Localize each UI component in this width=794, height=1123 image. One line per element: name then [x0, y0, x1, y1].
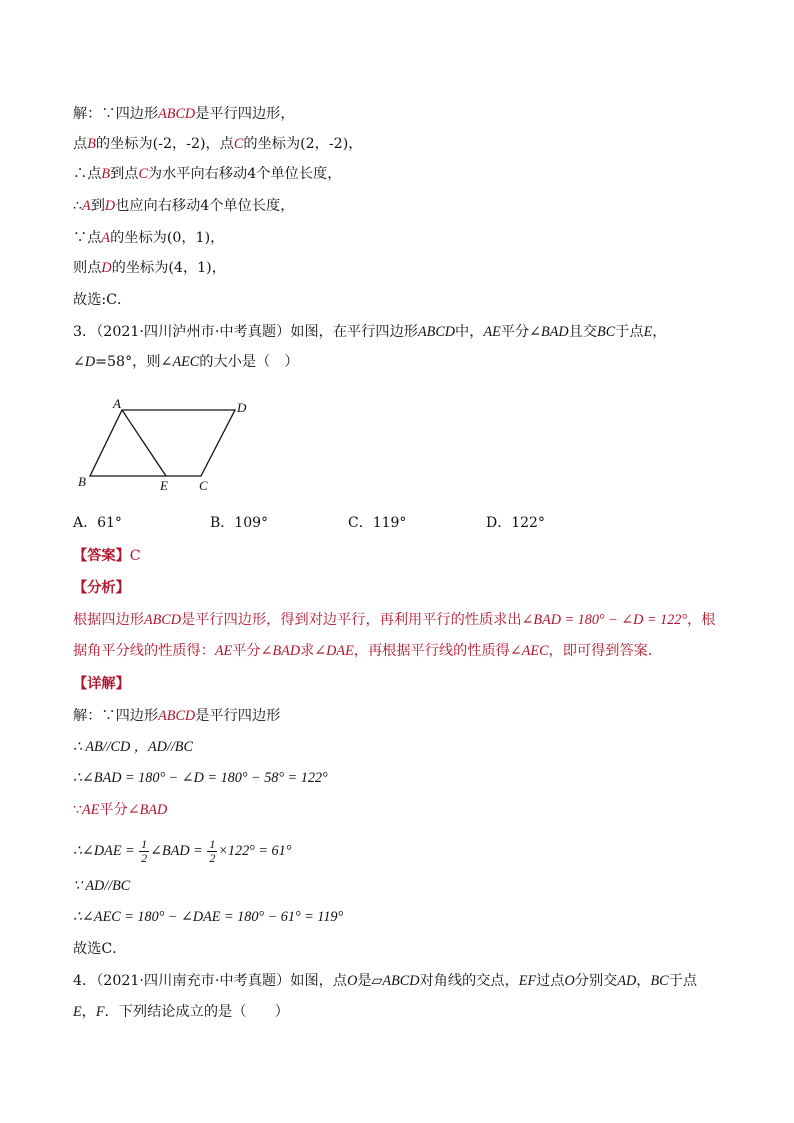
answer-line: [73, 546, 141, 566]
text: 于点: [668, 973, 698, 989]
option-a: A．61°: [73, 515, 122, 531]
text: 平分∠: [500, 324, 542, 340]
numerator: 1: [141, 837, 148, 851]
text: 对角线的交点，: [419, 973, 519, 989]
text: 的坐标为(0，1)，: [110, 230, 225, 246]
var: O: [347, 973, 358, 989]
text: 且交: [568, 324, 598, 340]
q2-solution-line-5: [73, 228, 224, 248]
var: ABCD: [143, 612, 181, 628]
text: 3．（2021·四川泸州市·中考真题）如图，在平行四边形: [73, 324, 418, 340]
text: 是平行四边形: [195, 708, 281, 724]
var: AD: [617, 973, 637, 989]
text: ，即可得到答案．: [548, 643, 663, 659]
text: 解：∵四边形: [73, 106, 159, 122]
text: 的坐标为(-2，-2)，点: [95, 136, 234, 152]
label-a: A: [113, 396, 121, 411]
var: C: [233, 136, 244, 152]
var: AE: [214, 643, 233, 659]
option-c: C．119°: [348, 515, 407, 531]
var: B: [101, 166, 111, 182]
var: AEC: [172, 354, 200, 370]
var: D: [101, 260, 112, 276]
q2-solution-line-6: [73, 258, 226, 278]
text: ×122° = 61°: [218, 842, 292, 859]
q4-stem-line-1: [73, 971, 697, 991]
label-d: D: [237, 400, 247, 415]
q2-solution-line-3: [73, 164, 341, 184]
detail-line-8: 故选C．: [73, 941, 127, 957]
text: ∴点: [73, 166, 102, 182]
formula: ∠AEC: [509, 643, 549, 659]
var: BAD: [272, 643, 301, 659]
text: ．下列结论成立的是（ ）: [104, 1004, 289, 1020]
var: ABCD: [418, 324, 456, 340]
text: 的坐标为(2，-2)，: [243, 136, 363, 152]
var: ABCD: [158, 106, 196, 122]
var: A: [82, 198, 91, 214]
text: ，再根据平行线的性质得: [353, 643, 510, 659]
text: ，: [636, 973, 651, 989]
analysis-line-2: [73, 641, 662, 661]
text: 则点: [73, 260, 102, 276]
analysis-heading: 【分析】: [73, 580, 130, 596]
text: 过点: [536, 973, 565, 989]
option-b: B．109°: [210, 515, 269, 531]
text: 点: [73, 136, 88, 152]
answer-heading: 【答案】: [73, 548, 130, 564]
text: 到: [90, 198, 105, 214]
text: 据角平分线的性质得：: [73, 643, 215, 659]
text: 平分∠: [232, 643, 273, 659]
text: 4．（2021·四川南充市·中考真题）如图，点: [73, 973, 348, 989]
text: 平分∠: [99, 802, 140, 818]
text: ∠BAD =: [150, 842, 203, 859]
q3-stem-line-2: [73, 352, 299, 372]
detail-line-6: ∵ AD//BC: [73, 878, 131, 894]
var: BAD: [541, 324, 569, 340]
text: 求: [300, 643, 315, 659]
label-b: B: [78, 474, 86, 489]
var: BC: [650, 973, 669, 989]
detail-line-2: ∴ AB//CD ，AD//BC: [73, 739, 193, 755]
var: E: [643, 324, 653, 340]
var: F: [95, 1004, 105, 1020]
q4-stem-line-2: [73, 1002, 289, 1022]
text: 中，: [455, 324, 484, 340]
text: ∠: [73, 354, 85, 370]
text: 是平行四边形，得到对边平行，再利用平行的性质求出: [181, 612, 522, 628]
numerator: 1: [209, 837, 216, 851]
text: ∵点: [73, 230, 102, 246]
text: 是: [357, 973, 372, 989]
text: 到点: [110, 166, 139, 182]
detail-line-3: ∴∠BAD = 180° − ∠D = 180° − 58° = 122°: [73, 770, 328, 786]
detail-line-5: [73, 838, 291, 865]
text: ∴: [73, 198, 83, 214]
label-e: E: [160, 478, 168, 493]
var: EF: [518, 973, 537, 989]
detail-line-4: [73, 800, 167, 820]
text: ，: [81, 1004, 96, 1020]
q2-solution-line-7: 故选:C．: [73, 292, 132, 308]
formula: ∠BAD = 180° − ∠D = 122°: [521, 612, 688, 628]
var: B: [87, 136, 96, 152]
denominator: 2: [141, 851, 148, 865]
text: =58°，则∠: [95, 354, 173, 370]
var: A: [101, 230, 111, 246]
text: ∵: [73, 802, 83, 818]
text: 的大小是（ ）: [199, 354, 299, 370]
parallelogram-abcd: [90, 410, 235, 476]
var: D: [84, 354, 96, 370]
label-c: C: [199, 478, 208, 493]
var: ▱ABCD: [371, 973, 420, 989]
text: 的坐标为(4，1)，: [111, 260, 226, 276]
var: D: [104, 198, 116, 214]
q2-solution-line-4: [73, 196, 294, 216]
text: 解：∵四边形: [73, 708, 159, 724]
fraction-half: [139, 838, 149, 865]
text: 于点: [615, 324, 644, 340]
text: 为水平向右移动4个单位长度，: [147, 166, 342, 182]
q2-solution-line-1: [73, 104, 295, 124]
text: 也应向右移动4个单位长度，: [115, 198, 295, 214]
var: O: [564, 973, 575, 989]
text: ∴∠DAE =: [73, 842, 135, 859]
var: AE: [483, 324, 501, 340]
text: 根据四边形: [73, 612, 144, 628]
detail-line-7: ∴∠AEC = 180° − ∠DAE = 180° − 61° = 119°: [73, 909, 344, 925]
var: C: [138, 166, 148, 182]
denominator: 2: [209, 851, 216, 865]
segment-ae: [122, 410, 166, 476]
detail-line-1: [73, 706, 280, 726]
var: AE: [82, 802, 100, 818]
analysis-line-1: [73, 610, 715, 630]
parallelogram-figure: [72, 394, 272, 494]
var: BAD: [139, 802, 168, 818]
text: 分别交: [574, 973, 618, 989]
formula: ∠DAE: [314, 643, 354, 659]
q2-solution-line-2: [73, 134, 362, 154]
fraction-half: [207, 838, 217, 865]
var: BC: [597, 324, 616, 340]
text: ，: [652, 324, 667, 340]
q3-stem-line-1: [73, 322, 666, 342]
var: E: [73, 1004, 82, 1020]
text: 是平行四边形，: [195, 106, 295, 122]
detail-heading: 【详解】: [73, 676, 130, 692]
option-d: D．122°: [486, 515, 545, 531]
var: ABCD: [158, 708, 196, 724]
text: ，根: [687, 612, 716, 628]
answer-value: C: [129, 548, 141, 564]
